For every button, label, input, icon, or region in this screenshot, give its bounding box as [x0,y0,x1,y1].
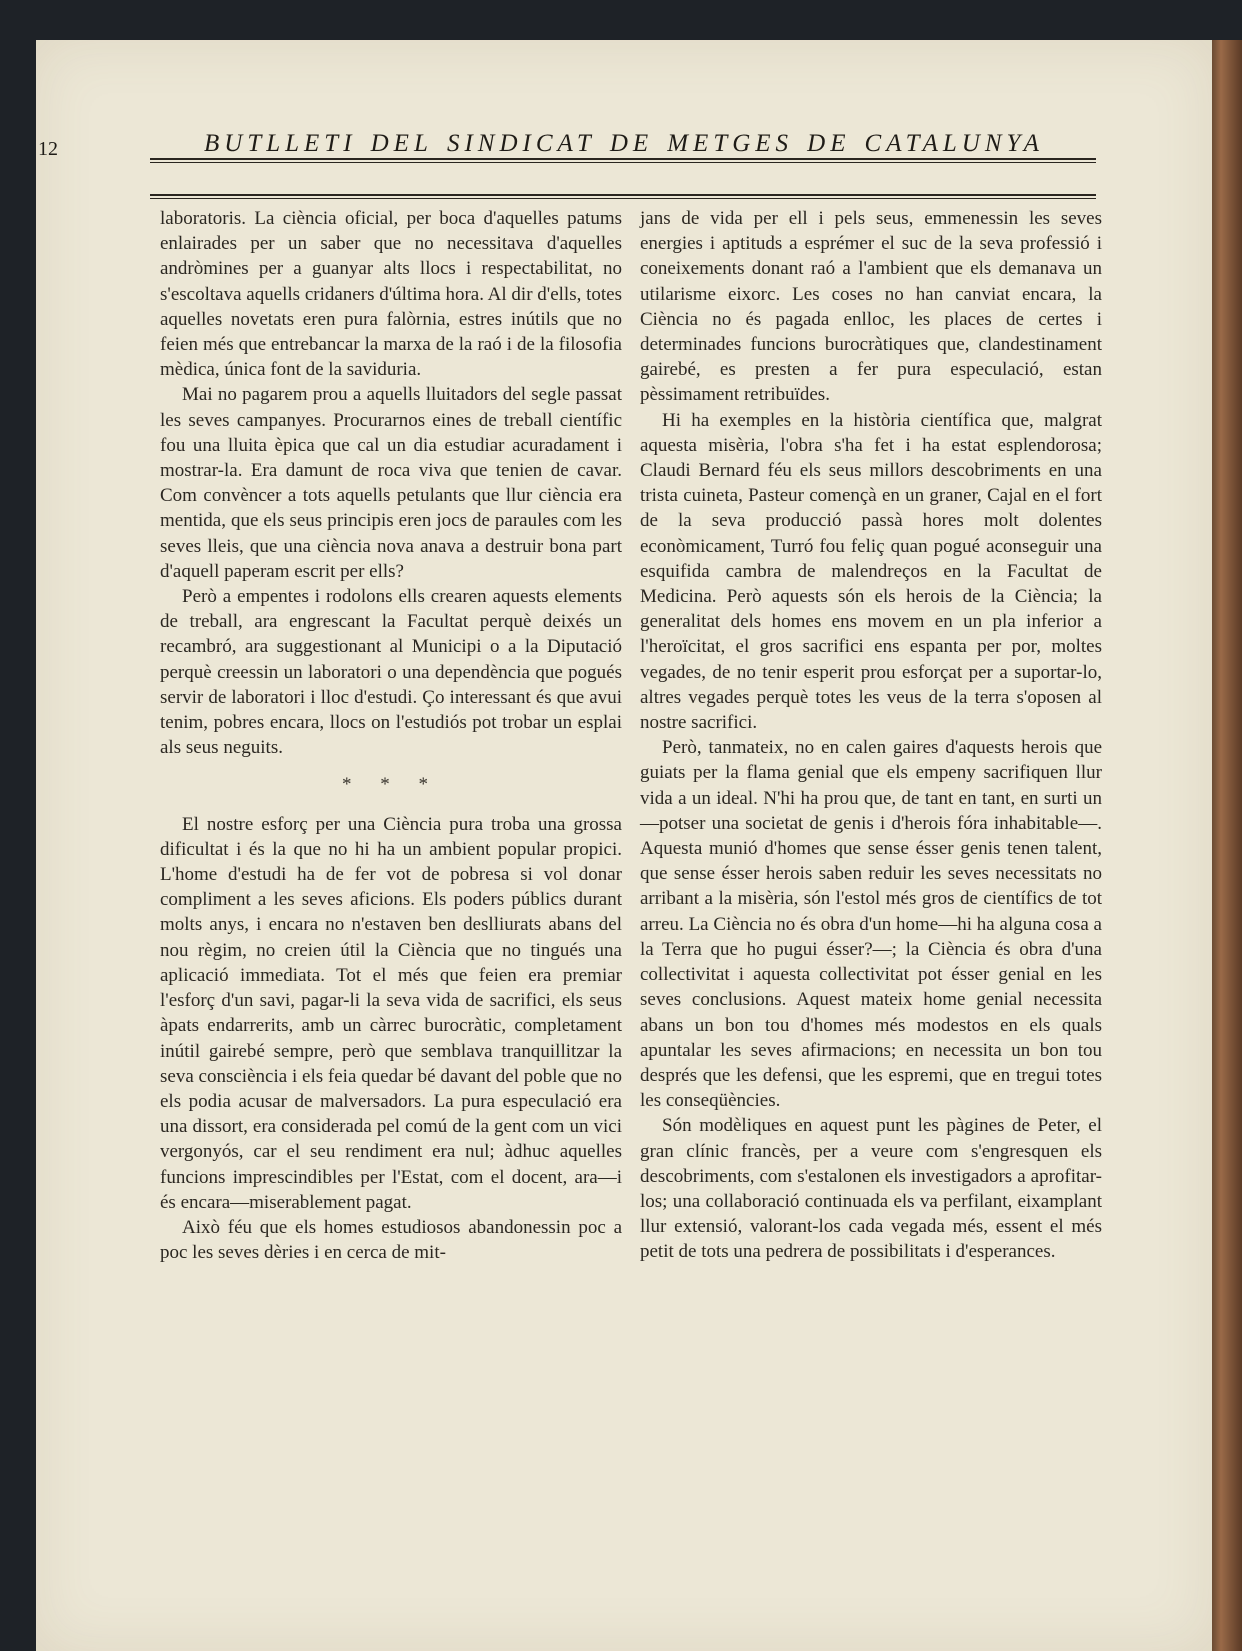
section-separator: * * * [342,774,440,796]
paragraph: Però, tanmateix, no en calen gaires d'aquests herois que guiats per la flama genial que els empeny sacrifiquen llur vida a un ideal. N'hi ha prou que, de tant en tant, en surti un—potser una societat de genis i d'herois fóra inhabitable—. Aquesta munió d'homes que sense ésser genis tenen talent, que sense ésser herois saben reduir les seves necessitats no arribant a la misèria, són l'estol més gros de científics de tot arreu. La Ciència no és obra d'un home—hi ha alguna cosa a la Terra que ho pugui ésser?—; la Ciència és obra d'una collectivitat i aquesta collectivitat pot ésser genial en les seves conclusions. Aquest mateix home genial necessita abans un bon tou d'homes més modestos en els quals apuntalar les seves afirmacions; en necessita un bon tou després que les defensi, que les espremi, que en tregui totes les conseqüències. [640,737,1102,1112]
title-word: METGES [667,130,794,157]
paragraph: El nostre esforç per una Ciència pura troba una grossa dificultat i és la que no hi ha un ambient popular propici. L'home d'estudi ha de fer vot de pobresa si vol donar compliment a les seves aficions. Els poders públics durant molts anys, i encara no n'estaven ben deslliurats abans del nou règim, no creien útil la Ciència que no tingués una aplicació immediata. Tot el més que feien era premiar l'esforç d'un savi, pagar-li la seva vida de sacrifici, els seus àpats endarrerits, amb un càrrec burocràtic, completament inútil gairebé sempre, però que semblava tranquillitzar la seva consciència i els feia quedar bé davant del poble que no els podia acusar de malversadors. La pura especulació era una dissort, era considerada pel comú de la gent com un vici vergonyós, car el seu rendiment era nul; àdhuc aquelles funcions imprescindibles per l'Estat, com el docent, ara—i és encara—miserablement pagat. [160,813,622,1213]
title-word: CATALUNYA [864,130,1044,157]
paragraph: Mai no pagarem prou a aquells lluitadors del segle passat les seves campanyes. Procurarnos eines de treball científic fou una lluita èpica que cal un dia estudiar acuradament i mostrar-la. Era damunt de roca viva que tenien de cavar. Com convèncer a tots aquells petulants que llur ciència era mentida, que els seus principis eren jocs de paraules com les seves lleis, que una ciència nova anava a destruir bona part d'aquell paperam escrit per ells? [160,384,622,582]
title-word: DE [807,130,851,157]
header-rule-top-thin [150,162,1096,163]
title-word: DE [609,130,654,157]
title-word: SINDICAT [446,130,596,157]
title-word: DEL [370,130,433,157]
title-word: BUTLLETI [204,130,357,157]
page-edge [1212,40,1242,1651]
header-rule-top [150,158,1096,160]
right-column [640,206,1102,1265]
page-number: 12 [38,138,58,160]
header-rule-bottom [150,194,1096,196]
paragraph: Això féu que els homes estudiosos abandonessin poc a poc les seves dèries i en cerca de mit- [160,1216,622,1264]
paragraph: laboratoris. La ciència oficial, per boca d'aquelles patums enlairades per un saber que no necessitava d'aquelles andròmines per a guanyar alts llocs i respectabilitat, no s'escoltava aquells cridaners d'última hora. Al dir d'ells, totes aquelles novetats eren pura falòrnia, estres inútils que no feien més que entrebancar la marxa de la raó i de la filosofia mèdica, única font de la saviduria. [160,208,622,381]
header-rule-bottom-thin [150,198,1096,199]
paragraph: jans de vida per ell i pels seus, emmenessin les seves energies i aptituds a esprémer el suc de la seva professió i coneixements donant raó a l'ambient que els demanava un utilarisme eixorc. Les coses no han canviat encara, la Ciència no és pagada enlloc, les places de certes i determinades funcions burocràtiques que, clandestinament gairebé, es presten a fer pura especulació, estan pèssimament retribuïdes. [640,208,1102,406]
paragraph: Però a empentes i rodolons ells crearen aquests elements de treball, ara engrescant la Facultat perquè deixés un recambró, ara suggestionant al Municipi o a la Diputació perquè creessin un laboratori o una dependència que pogués servir de laboratori i lloc d'estudi. Ço interessant és que avui tenim, pobres encara, llocs on l'estudiós pot trobar un esplai als seus neguits. [160,586,622,759]
paragraph: Hi ha exemples en la història científica que, malgrat aquesta misèria, l'obra s'ha fet i ha estat esplendorosa; Claudi Bernard féu els seus millors descobriments en una trista cuineta, Pasteur començà en un graner, Cajal en el fort de la seva producció passà hores molt dolentes econòmicament, Turró fou feliç quan pogué aconseguir una esquifida cambra de malendreços en la Facultat de Medicina. Però aquests són els herois de la Ciència; la generalitat dels homes ens movem en un pla inferior a l'heroïcitat, el gros sacrifici ens espanta per por, moltes vegades, de no tenir esperit prou esforçat per a suportar-lo, altres vegades perquè totes les veus de la terra s'oposen al nostre sacrifici. [640,409,1102,734]
paragraph: Són modèliques en aquest punt les pàgines de Peter, el gran clínic francès, per a veure com s'engresquen els descobriments, com s'estalonen els investigadors a aprofitar-los; una collaboració continuada els va perfilant, eixamplant llur extensió, valorant-los cada vegada més, essent el més petit de tots una pedrera de possibilitats i d'esperances. [640,1115,1102,1263]
running-title [204,130,1044,158]
left-column [160,206,622,1265]
